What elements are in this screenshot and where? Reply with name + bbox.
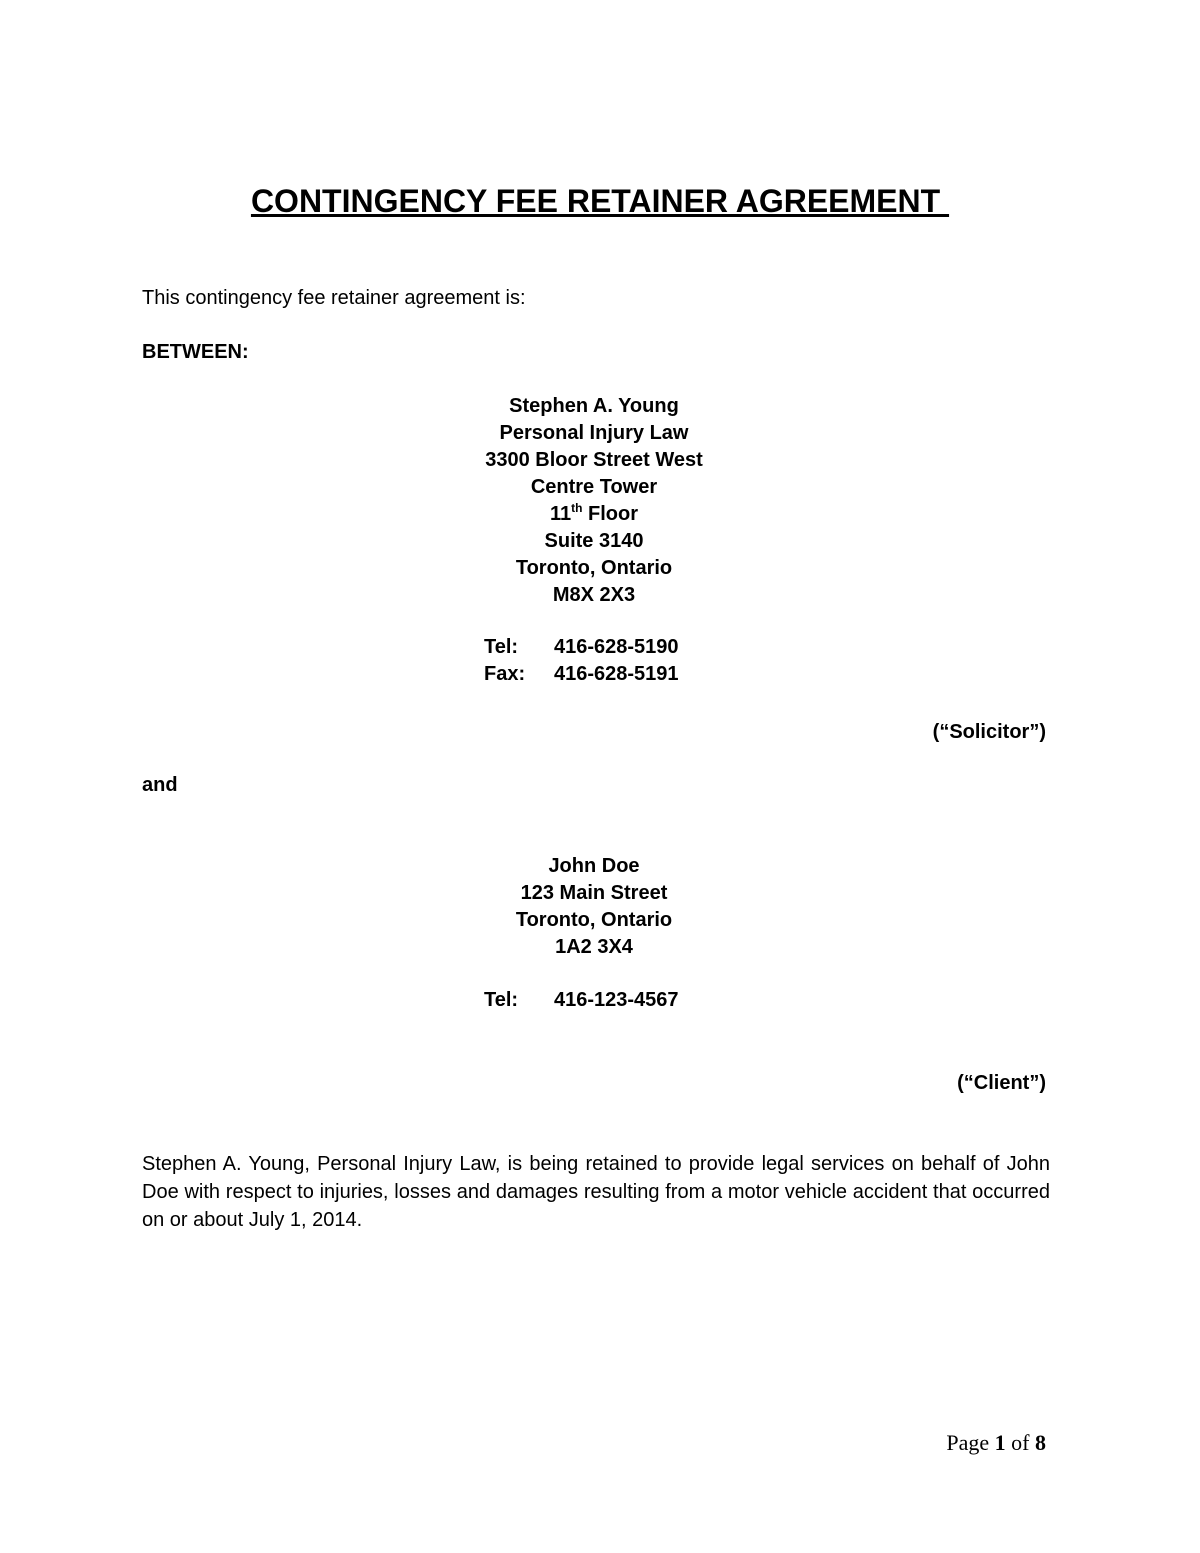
solicitor-fax-label: Fax: bbox=[484, 663, 526, 685]
client-name: John Doe bbox=[548, 855, 640, 877]
client-tel-label: Tel: bbox=[484, 989, 519, 1011]
floor-suffix: th bbox=[571, 501, 583, 515]
solicitor-suite: Suite 3140 bbox=[544, 530, 644, 552]
solicitor-building: Centre Tower bbox=[530, 476, 658, 498]
floor-number: 11 bbox=[549, 503, 572, 525]
solicitor-name: Stephen A. Young bbox=[509, 395, 679, 417]
solicitor-contact bbox=[484, 634, 679, 688]
solicitor-firm: Personal Injury Law bbox=[499, 422, 689, 444]
solicitor-postal: M8X 2X3 bbox=[552, 584, 636, 606]
intro-text: This contingency fee retainer agreement is: bbox=[142, 287, 526, 309]
solicitor-fax: 416-628-5191 bbox=[554, 663, 679, 685]
retainer-paragraph: Stephen A. Young, Personal Injury Law, is being retained to provide legal services on behalf of John Doe with respect to injuries, losses and damages resulting from a motor vehicle accident that occurred on or about July 1, 2014. bbox=[142, 1153, 1050, 1231]
page-footer bbox=[946, 1429, 1046, 1457]
floor-word: Floor bbox=[582, 503, 639, 525]
client-address-block bbox=[0, 853, 1188, 961]
and-label: and bbox=[142, 774, 178, 796]
between-label: BETWEEN: bbox=[142, 341, 249, 363]
solicitor-tel-label: Tel: bbox=[484, 636, 519, 658]
solicitor-fax-row bbox=[484, 661, 679, 688]
of-word: of bbox=[1011, 1430, 1030, 1455]
client-city: Toronto, Ontario bbox=[515, 909, 673, 931]
client-tel: 416-123-4567 bbox=[554, 989, 679, 1011]
solicitor-floor bbox=[0, 501, 1188, 528]
solicitor-tel-row bbox=[484, 634, 679, 661]
solicitor-street: 3300 Bloor Street West bbox=[485, 449, 703, 471]
solicitor-tel: 416-628-5190 bbox=[554, 636, 679, 658]
page-word: Page bbox=[946, 1430, 990, 1455]
current-page-number: 1 bbox=[994, 1430, 1006, 1455]
client-street: 123 Main Street bbox=[520, 882, 668, 904]
client-tel-row bbox=[484, 987, 679, 1014]
solicitor-city: Toronto, Ontario bbox=[515, 557, 673, 579]
solicitor-address-block bbox=[0, 393, 1188, 609]
client-contact bbox=[484, 987, 679, 1014]
solicitor-role: (“Solicitor”) bbox=[932, 721, 1046, 743]
total-pages-number: 8 bbox=[1035, 1430, 1046, 1455]
client-role: (“Client”) bbox=[957, 1072, 1046, 1094]
client-postal: 1A2 3X4 bbox=[555, 936, 633, 958]
document-title: CONTINGENCY FEE RETAINER AGREEMENT bbox=[250, 183, 950, 219]
